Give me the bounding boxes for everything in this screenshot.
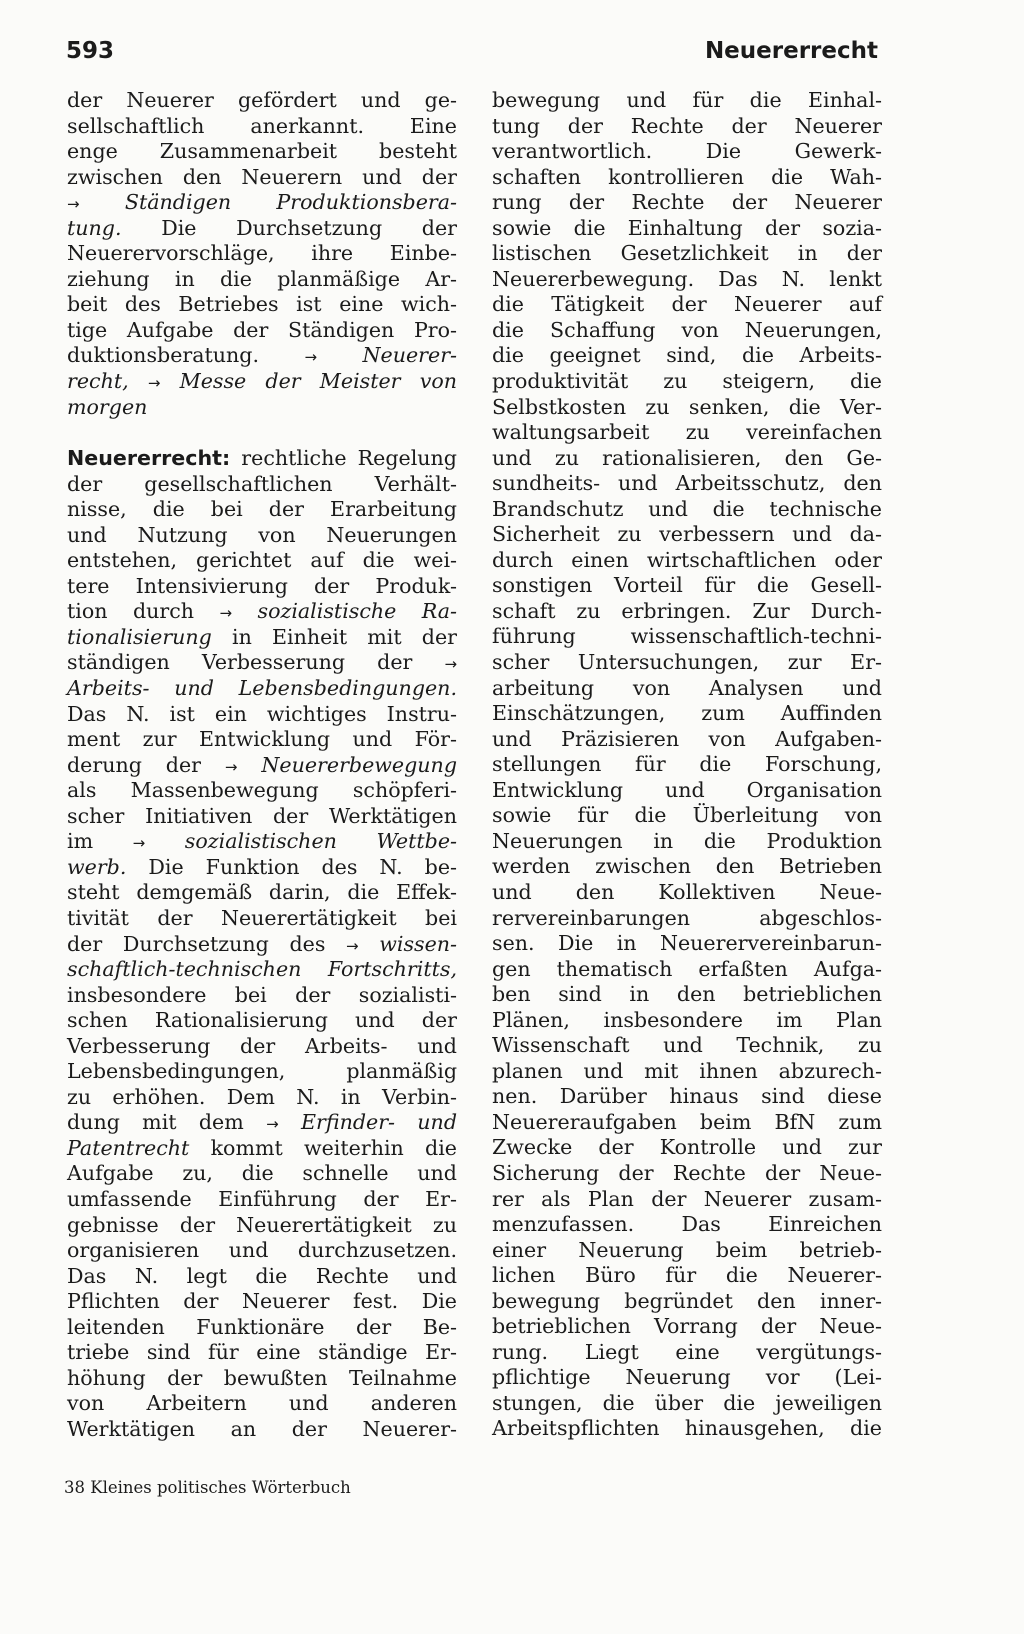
running-head: Neuererrecht — [704, 38, 878, 64]
text-line: ben sind in den betrieblichen — [492, 982, 882, 1007]
text-line: sundheits- und Arbeitsschutz, den — [492, 471, 882, 496]
text-line: sowie die Einhaltung der sozia- — [492, 215, 882, 240]
text-line: nisse, die bei der Erarbeitung — [67, 497, 457, 522]
text-line: Neuererbewegung. Das N. lenkt — [492, 266, 882, 291]
text-line: pflichtige Neuerung vor (Lei- — [492, 1365, 882, 1390]
text-line: verantwortlich. Die Gewerk- — [492, 139, 882, 164]
text-line: höhung der bewußten Teilnahme — [67, 1365, 457, 1390]
cross-reference: morgen — [67, 394, 148, 419]
text-line: Entwicklung und Organisation — [492, 777, 882, 802]
page-footer: 38 Kleines politisches Wörterbuch — [64, 1478, 351, 1497]
text-line: Lebensbedingungen, planmäßig — [67, 1059, 457, 1084]
text-line: Sicherung der Rechte der Neue- — [492, 1160, 882, 1185]
text-run: ständigen Verbesserung der — [67, 650, 413, 675]
text-line: zu erhöhen. Dem N. in Verbin- — [67, 1084, 457, 1109]
text-line — [67, 190, 457, 216]
text-line: Selbstkosten zu senken, die Ver- — [492, 394, 882, 419]
right-column — [492, 88, 882, 1442]
text-line: ziehung in die planmäßige Ar- — [67, 266, 457, 291]
text-line: Das N. ist ein wichtiges Instru- — [67, 701, 457, 726]
cross-reference: Ständigen Produktionsbera- — [124, 190, 457, 215]
text-line: triebe sind für eine ständige Er- — [67, 1340, 457, 1365]
text-line — [67, 343, 457, 369]
text-line: als Massenbewegung schöpferi- — [67, 778, 457, 803]
cross-reference-arrow-icon: → — [67, 195, 80, 214]
cross-reference-arrow-icon: → — [132, 834, 146, 853]
text-line: organisieren und durchzusetzen. — [67, 1238, 457, 1263]
text-run: Die Funktion des N. be- — [148, 854, 457, 879]
text-line: und zu rationalisieren, den Ge- — [492, 445, 882, 470]
text-line: schen Rationalisierung und der — [67, 1008, 457, 1033]
text-line: menzufassen. Das Einreichen — [492, 1212, 882, 1237]
cross-reference: werb. — [67, 854, 127, 879]
text-run: kommt weiterhin die — [210, 1135, 457, 1160]
text-line: schaft zu erbringen. Zur Durch- — [492, 598, 882, 623]
text-run: derung der — [67, 752, 202, 777]
text-line: nen. Darüber hinaus sind diese — [492, 1084, 882, 1109]
text-line: entstehen, gerichtet auf die wei- — [67, 548, 457, 573]
cross-reference: Messe der Meister von — [179, 369, 458, 394]
text-line: Aufgabe zu, die schnelle und — [67, 1161, 457, 1186]
text-line — [67, 650, 457, 676]
cross-reference-arrow-icon: → — [444, 655, 458, 674]
text-line: insbesondere bei der sozialisti- — [67, 982, 457, 1007]
text-line: Neuereraufgaben beim BfN zum — [492, 1109, 882, 1134]
text-line: die Tätigkeit der Neuerer auf — [492, 292, 882, 317]
text-line: die Schaffung von Neuerungen, — [492, 317, 882, 342]
cross-reference-arrow-icon: → — [224, 757, 238, 776]
cross-reference: Neuererbewegung — [261, 752, 458, 777]
cross-reference: recht, — [67, 369, 129, 394]
cross-reference: tung. — [67, 215, 122, 240]
text-run: tion durch — [67, 599, 195, 624]
text-line: Sicherheit zu verbessern und da- — [492, 522, 882, 547]
text-line: Pflichten der Neuerer fest. Die — [67, 1289, 457, 1314]
text-run: duktionsberatung. — [67, 343, 260, 368]
text-line: einer Neuerung beim betrieb- — [492, 1237, 882, 1262]
text-line — [67, 753, 457, 779]
text-line: Brandschutz und die technische — [492, 496, 882, 521]
text-line: bewegung und für die Einhal- — [492, 88, 882, 112]
text-line: leitenden Funktionäre der Be- — [67, 1314, 457, 1339]
text-line: und den Kollektiven Neue- — [492, 879, 882, 904]
text-line — [67, 829, 457, 855]
text-line — [67, 395, 457, 421]
text-line: enge Zusammenarbeit besteht — [67, 139, 457, 164]
text-line: schaften kontrollieren die Wah- — [492, 164, 882, 189]
text-line: rervereinbarungen abgeschlos- — [492, 905, 882, 930]
text-line: Das N. legt die Rechte und — [67, 1263, 457, 1288]
text-line — [67, 216, 457, 242]
text-line: der gesellschaftlichen Verhält- — [67, 471, 457, 496]
text-line: der Neuerer gefördert und ge- — [67, 88, 457, 112]
text-line: und Nutzung von Neuerungen — [67, 522, 457, 547]
text-line: stellungen für die Forschung, — [492, 752, 882, 777]
text-line — [67, 369, 457, 395]
text-line: Plänen, insbesondere im Plan — [492, 1007, 882, 1032]
text-line: bewegung begründet den inner- — [492, 1288, 882, 1313]
cross-reference: Neuerer- — [362, 343, 457, 368]
text-line: Einschätzungen, zum Auffinden — [492, 701, 882, 726]
text-line: beit des Betriebes ist eine wich- — [67, 292, 457, 317]
text-line: sowie für die Überleitung von — [492, 803, 882, 828]
text-line: arbeitung von Analysen und — [492, 675, 882, 700]
text-line: gen thematisch erfaßten Aufga- — [492, 956, 882, 981]
text-line: und Präzisieren von Aufgaben- — [492, 726, 882, 751]
cross-reference: Erfinder- und — [300, 1110, 458, 1135]
text-run: dung mit dem — [67, 1110, 244, 1135]
text-run: Die Durchsetzung der — [161, 215, 457, 240]
text-line: waltungsarbeit zu vereinfachen — [492, 420, 882, 445]
text-line: tivität der Neuerertätigkeit bei — [67, 905, 457, 930]
text-line: Verbesserung der Arbeits- und — [67, 1033, 457, 1058]
text-line — [67, 676, 457, 702]
text-run: im — [67, 829, 94, 854]
cross-reference: schaftlich-technischen Fortschritts, — [67, 957, 457, 982]
page-number: 593 — [66, 38, 115, 64]
text-line: tung der Rechte der Neuerer — [492, 113, 882, 138]
text-line: Arbeitspflichten hinausgehen, die — [492, 1416, 882, 1441]
text-line — [67, 625, 457, 651]
text-line: rung. Liegt eine vergütungs- — [492, 1339, 882, 1364]
text-line: produktivität zu steigern, die — [492, 369, 882, 394]
text-line: planen und mit ihnen abzurech- — [492, 1058, 882, 1083]
entry-headword: Neuererrecht: — [67, 446, 231, 471]
text-line: werden zwischen den Betrieben — [492, 854, 882, 879]
text-line: stungen, die über die jeweiligen — [492, 1390, 882, 1415]
text-line: Neuerervorschläge, ihre Einbe- — [67, 241, 457, 266]
entry-first-line — [67, 446, 457, 472]
text-line: listischen Gesetzlichkeit in der — [492, 241, 882, 266]
text-line: umfassende Einführung der Er- — [67, 1186, 457, 1211]
text-line — [67, 957, 457, 983]
cross-reference: sozialistischen Wettbe- — [184, 829, 457, 854]
text-line: Wissenschaft und Technik, zu — [492, 1033, 882, 1058]
text-line: sen. Die in Neuerervereinbarun- — [492, 931, 882, 956]
cross-reference: Patentrecht — [67, 1135, 190, 1160]
text-line — [67, 599, 457, 625]
text-line: Zwecke der Kontrolle und zur — [492, 1135, 882, 1160]
text-line: scher Initiativen der Werktätigen — [67, 803, 457, 828]
text-line — [67, 932, 457, 958]
text-line: steht demgemäß darin, die Effek- — [67, 880, 457, 905]
text-line: tere Intensivierung der Produk- — [67, 573, 457, 598]
cross-reference-arrow-icon: → — [346, 936, 359, 955]
text-run: in Einheit mit der — [232, 624, 457, 649]
text-line: sellschaftlich anerkannt. Eine — [67, 113, 457, 138]
cross-reference-arrow-icon: → — [266, 1115, 279, 1134]
text-line — [67, 1110, 457, 1136]
text-line: rer als Plan der Neuerer zusam- — [492, 1186, 882, 1211]
text-line: von Arbeitern und anderen — [67, 1391, 457, 1416]
text-line — [67, 1136, 457, 1162]
text-line: die geeignet sind, die Arbeits- — [492, 343, 882, 368]
text-run: rechtliche Regelung — [241, 446, 457, 471]
text-line: gebnisse der Neuerertätigkeit zu — [67, 1212, 457, 1237]
cross-reference-arrow-icon: → — [219, 604, 233, 623]
left-column — [67, 88, 457, 1442]
cross-reference: sozialistische Ra- — [257, 599, 457, 624]
text-line: tige Aufgabe der Ständigen Pro- — [67, 317, 457, 342]
cross-reference: tionalisierung — [67, 624, 212, 649]
cross-reference-arrow-icon: → — [304, 348, 318, 367]
cross-reference-arrow-icon: → — [147, 374, 161, 393]
cross-reference: wissen- — [379, 931, 457, 956]
text-line: ment zur Entwicklung und För- — [67, 727, 457, 752]
text-line — [67, 855, 457, 881]
text-line: lichen Büro für die Neuerer- — [492, 1263, 882, 1288]
text-line: betrieblichen Vorrang der Neue- — [492, 1314, 882, 1339]
text-line: Neuerungen in die Produktion — [492, 828, 882, 853]
text-line: sonstigen Vorteil für die Gesell- — [492, 573, 882, 598]
text-line: durch einen wirtschaftlichen oder — [492, 547, 882, 572]
paragraph-gap — [67, 420, 457, 446]
text-run: der Durchsetzung des — [67, 931, 326, 956]
text-line: zwischen den Neuerern und der — [67, 164, 457, 189]
text-line: scher Untersuchungen, zur Er- — [492, 650, 882, 675]
text-line: rung der Rechte der Neuerer — [492, 190, 882, 215]
cross-reference: Arbeits- und Lebensbedingungen. — [67, 676, 457, 701]
text-line: Werktätigen an der Neuerer- — [67, 1416, 457, 1441]
text-line: führung wissenschaftlich-techni- — [492, 624, 882, 649]
